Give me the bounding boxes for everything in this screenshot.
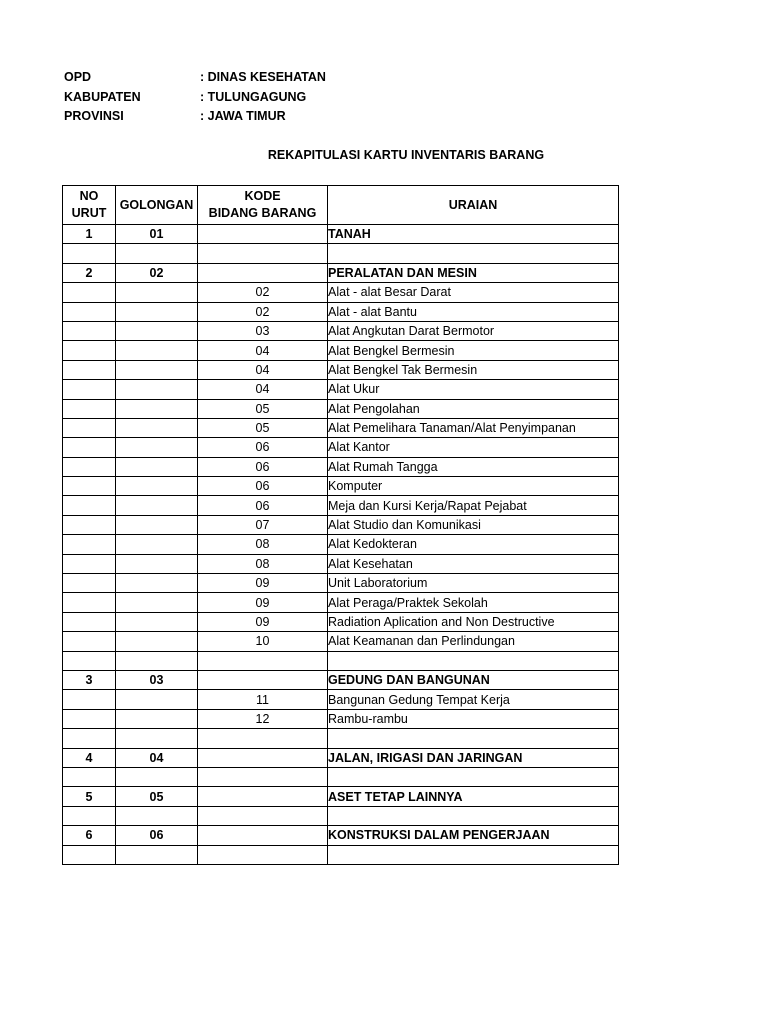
cell-uraian: Alat - alat Besar Darat xyxy=(328,283,619,302)
cell-kode-bidang: 08 xyxy=(198,535,328,554)
header-row-kabupaten xyxy=(64,90,326,110)
table-row xyxy=(63,709,619,728)
cell-kode-bidang xyxy=(198,651,328,670)
cell-kode-bidang xyxy=(198,263,328,282)
cell-no-urut xyxy=(63,457,116,476)
cell-golongan xyxy=(116,729,198,748)
cell-golongan xyxy=(116,845,198,864)
table-row xyxy=(63,767,619,786)
table-row xyxy=(63,225,619,244)
cell-uraian xyxy=(328,767,619,786)
table-row xyxy=(63,302,619,321)
cell-golongan xyxy=(116,380,198,399)
table-row xyxy=(63,283,619,302)
cell-kode-bidang: 07 xyxy=(198,515,328,534)
cell-no-urut xyxy=(63,632,116,651)
table-body xyxy=(63,225,619,865)
cell-no-urut xyxy=(63,709,116,728)
cell-uraian: Alat Kantor xyxy=(328,438,619,457)
table-row xyxy=(63,477,619,496)
cell-kode-bidang xyxy=(198,826,328,845)
cell-no-urut xyxy=(63,380,116,399)
cell-kode-bidang: 09 xyxy=(198,593,328,612)
cell-no-urut xyxy=(63,574,116,593)
cell-no-urut: 5 xyxy=(63,787,116,806)
cell-golongan xyxy=(116,806,198,825)
cell-kode-bidang: 02 xyxy=(198,283,328,302)
cell-kode-bidang: 04 xyxy=(198,380,328,399)
header-kode-line1: KODE xyxy=(244,189,281,203)
cell-uraian: Alat Bengkel Bermesin xyxy=(328,341,619,360)
cell-golongan: 04 xyxy=(116,748,198,767)
cell-kode-bidang: 06 xyxy=(198,477,328,496)
header-no-urut xyxy=(63,186,116,225)
table-row xyxy=(63,496,619,515)
cell-uraian: Unit Laboratorium xyxy=(328,574,619,593)
cell-kode-bidang xyxy=(198,787,328,806)
header-no-line1: NO xyxy=(79,189,99,203)
header-label: KABUPATEN xyxy=(64,89,141,104)
cell-uraian: Alat Pemelihara Tanaman/Alat Penyimpanan xyxy=(328,418,619,437)
cell-uraian: PERALATAN DAN MESIN xyxy=(328,263,619,282)
header-label: OPD xyxy=(64,70,92,84)
cell-uraian: Alat Keamanan dan Perlindungan xyxy=(328,632,619,651)
cell-kode-bidang xyxy=(198,244,328,263)
table-row xyxy=(63,535,619,554)
cell-no-urut xyxy=(63,515,116,534)
cell-uraian xyxy=(328,651,619,670)
cell-kode-bidang: 09 xyxy=(198,612,328,631)
header-value: : JAWA TIMUR xyxy=(200,109,286,123)
cell-kode-bidang: 10 xyxy=(198,632,328,651)
cell-kode-bidang xyxy=(198,748,328,767)
cell-no-urut xyxy=(63,593,116,612)
cell-uraian xyxy=(328,244,619,263)
cell-uraian: Alat - alat Bantu xyxy=(328,302,619,321)
cell-no-urut xyxy=(63,845,116,864)
cell-kode-bidang xyxy=(198,767,328,786)
cell-uraian: Alat Angkutan Darat Bermotor xyxy=(328,321,619,340)
cell-uraian: Alat Bengkel Tak Bermesin xyxy=(328,360,619,379)
cell-no-urut xyxy=(63,554,116,573)
header-label: PROVINSI xyxy=(64,109,124,123)
cell-no-urut: 4 xyxy=(63,748,116,767)
cell-kode-bidang: 09 xyxy=(198,574,328,593)
table-row xyxy=(63,670,619,689)
cell-uraian: Alat Kedokteran xyxy=(328,535,619,554)
table-row xyxy=(63,244,619,263)
cell-golongan xyxy=(116,360,198,379)
cell-no-urut: 6 xyxy=(63,826,116,845)
table-row xyxy=(63,399,619,418)
table-row xyxy=(63,574,619,593)
cell-golongan xyxy=(116,651,198,670)
table-row xyxy=(63,554,619,573)
table-row xyxy=(63,360,619,379)
cell-golongan xyxy=(116,244,198,263)
cell-kode-bidang: 04 xyxy=(198,360,328,379)
cell-no-urut xyxy=(63,477,116,496)
cell-kode-bidang: 08 xyxy=(198,554,328,573)
table-row xyxy=(63,515,619,534)
table-row xyxy=(63,341,619,360)
cell-no-urut xyxy=(63,418,116,437)
cell-uraian: ASET TETAP LAINNYA xyxy=(328,787,619,806)
cell-golongan xyxy=(116,574,198,593)
cell-golongan xyxy=(116,593,198,612)
table-row xyxy=(63,263,619,282)
cell-kode-bidang: 11 xyxy=(198,690,328,709)
header-no-line2: URUT xyxy=(71,206,107,220)
header-row-opd xyxy=(64,70,326,90)
cell-golongan xyxy=(116,477,198,496)
table-row xyxy=(63,380,619,399)
cell-golongan xyxy=(116,321,198,340)
table-row xyxy=(63,845,619,864)
cell-uraian: Radiation Aplication and Non Destructive xyxy=(328,612,619,631)
cell-uraian xyxy=(328,729,619,748)
cell-golongan xyxy=(116,457,198,476)
table-row xyxy=(63,632,619,651)
cell-golongan xyxy=(116,632,198,651)
cell-no-urut: 1 xyxy=(63,225,116,244)
cell-uraian: GEDUNG DAN BANGUNAN xyxy=(328,670,619,689)
cell-kode-bidang xyxy=(198,806,328,825)
table-row xyxy=(63,729,619,748)
inventory-table xyxy=(62,185,619,865)
cell-kode-bidang xyxy=(198,729,328,748)
cell-uraian: Alat Ukur xyxy=(328,380,619,399)
cell-no-urut xyxy=(63,690,116,709)
cell-golongan xyxy=(116,535,198,554)
cell-kode-bidang: 06 xyxy=(198,457,328,476)
cell-no-urut xyxy=(63,612,116,631)
table-row xyxy=(63,593,619,612)
cell-golongan xyxy=(116,341,198,360)
cell-no-urut xyxy=(63,438,116,457)
cell-golongan xyxy=(116,399,198,418)
cell-kode-bidang: 12 xyxy=(198,709,328,728)
cell-no-urut: 3 xyxy=(63,670,116,689)
cell-golongan: 03 xyxy=(116,670,198,689)
cell-golongan xyxy=(116,767,198,786)
cell-uraian: Alat Kesehatan xyxy=(328,554,619,573)
cell-no-urut: 2 xyxy=(63,263,116,282)
cell-no-urut xyxy=(63,283,116,302)
cell-no-urut xyxy=(63,767,116,786)
table-row xyxy=(63,806,619,825)
cell-golongan xyxy=(116,283,198,302)
cell-golongan xyxy=(116,496,198,515)
cell-kode-bidang xyxy=(198,845,328,864)
cell-uraian: TANAH xyxy=(328,225,619,244)
table-row xyxy=(63,438,619,457)
header-value: : TULUNGAGUNG xyxy=(200,89,307,104)
cell-no-urut xyxy=(63,341,116,360)
cell-golongan xyxy=(116,302,198,321)
table-row xyxy=(63,612,619,631)
cell-no-urut xyxy=(63,360,116,379)
cell-uraian: KONSTRUKSI DALAM PENGERJAAN xyxy=(328,826,619,845)
cell-uraian xyxy=(328,806,619,825)
cell-kode-bidang: 06 xyxy=(198,438,328,457)
table-row xyxy=(63,826,619,845)
cell-uraian: Alat Pengolahan xyxy=(328,399,619,418)
cell-golongan: 05 xyxy=(116,787,198,806)
cell-uraian: Alat Studio dan Komunikasi xyxy=(328,515,619,534)
document-title: REKAPITULASI KARTU INVENTARIS BARANG xyxy=(267,148,545,162)
cell-golongan xyxy=(116,612,198,631)
cell-no-urut xyxy=(63,399,116,418)
header-kode-line2: BIDANG BARANG xyxy=(208,206,317,220)
header-row-provinsi xyxy=(64,109,326,129)
cell-golongan xyxy=(116,690,198,709)
cell-golongan xyxy=(116,554,198,573)
table-row xyxy=(63,418,619,437)
table-row xyxy=(63,457,619,476)
cell-uraian: Alat Rumah Tangga xyxy=(328,457,619,476)
cell-no-urut xyxy=(63,535,116,554)
cell-kode-bidang: 05 xyxy=(198,418,328,437)
cell-golongan xyxy=(116,438,198,457)
table-row xyxy=(63,321,619,340)
cell-no-urut xyxy=(63,321,116,340)
cell-uraian: Meja dan Kursi Kerja/Rapat Pejabat xyxy=(328,496,619,515)
header-value: : DINAS KESEHATAN xyxy=(200,70,326,84)
table-row xyxy=(63,651,619,670)
cell-uraian: Alat Peraga/Praktek Sekolah xyxy=(328,593,619,612)
cell-kode-bidang xyxy=(198,225,328,244)
cell-golongan: 01 xyxy=(116,225,198,244)
table-row xyxy=(63,748,619,767)
cell-golongan: 06 xyxy=(116,826,198,845)
cell-no-urut xyxy=(63,496,116,515)
cell-no-urut xyxy=(63,729,116,748)
header-golongan: GOLONGAN xyxy=(116,186,198,225)
cell-uraian: Rambu-rambu xyxy=(328,709,619,728)
cell-golongan: 02 xyxy=(116,263,198,282)
cell-golongan xyxy=(116,709,198,728)
table-header-row xyxy=(63,186,619,225)
cell-uraian: Komputer xyxy=(328,477,619,496)
table-row xyxy=(63,690,619,709)
cell-golongan xyxy=(116,418,198,437)
cell-uraian: Bangunan Gedung Tempat Kerja xyxy=(328,690,619,709)
header-kode-bidang-barang xyxy=(198,186,328,225)
cell-kode-bidang: 06 xyxy=(198,496,328,515)
cell-kode-bidang: 02 xyxy=(198,302,328,321)
document-header xyxy=(64,70,326,129)
cell-golongan xyxy=(116,515,198,534)
cell-uraian xyxy=(328,845,619,864)
cell-kode-bidang: 05 xyxy=(198,399,328,418)
cell-no-urut xyxy=(63,244,116,263)
cell-kode-bidang: 04 xyxy=(198,341,328,360)
cell-no-urut xyxy=(63,806,116,825)
cell-kode-bidang: 03 xyxy=(198,321,328,340)
cell-no-urut xyxy=(63,651,116,670)
table-row xyxy=(63,787,619,806)
cell-no-urut xyxy=(63,302,116,321)
header-uraian: URAIAN xyxy=(328,186,619,225)
cell-uraian: JALAN, IRIGASI DAN JARINGAN xyxy=(328,748,619,767)
cell-kode-bidang xyxy=(198,670,328,689)
